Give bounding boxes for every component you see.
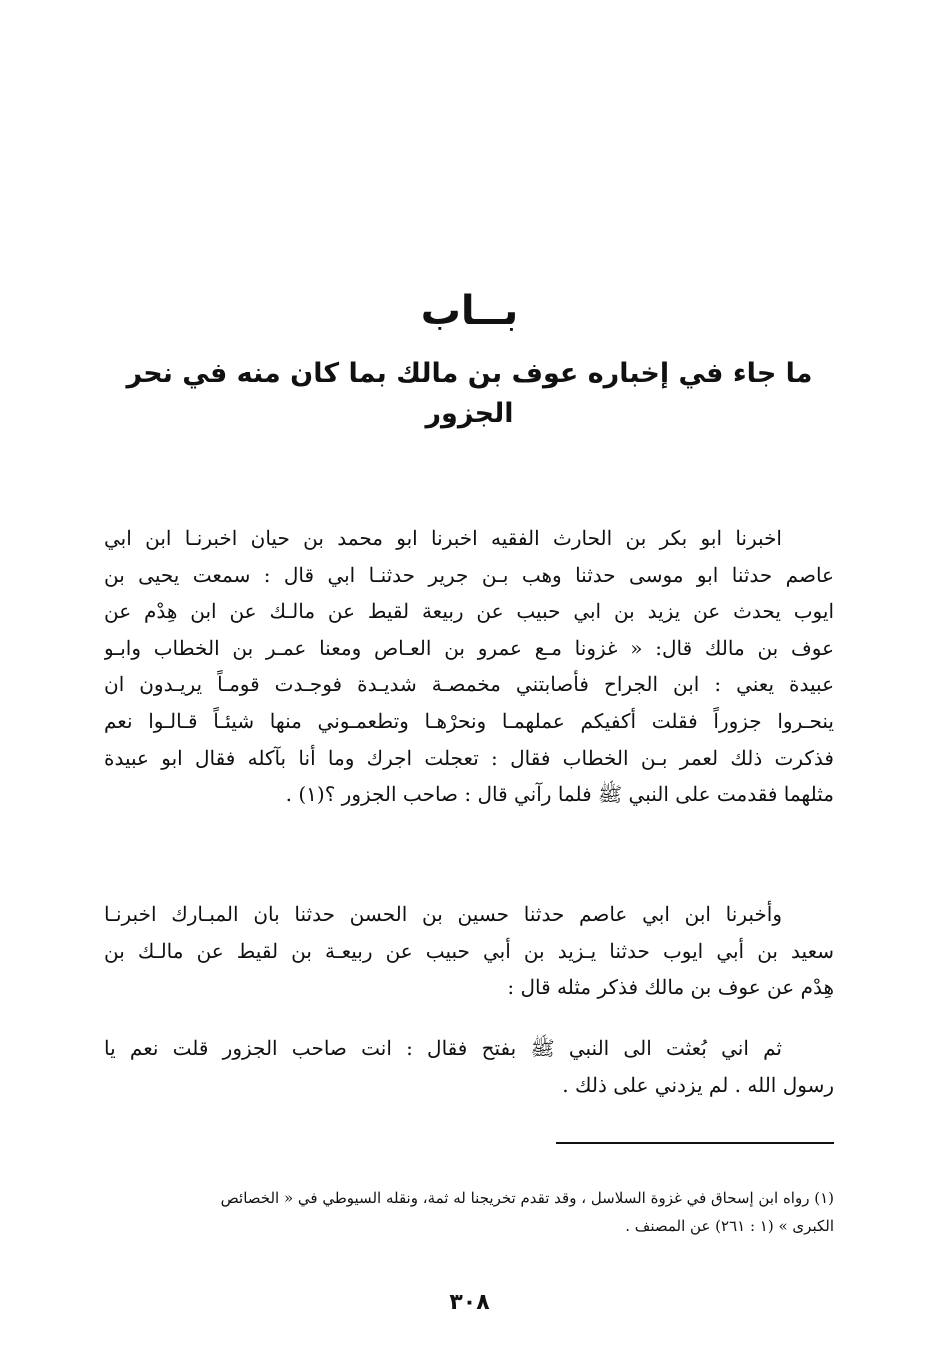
paragraph-3 bbox=[104, 1030, 834, 1103]
text-line: عوف بن مالك قال: « غزونا مـع عمرو بن العـاص ومعنا عمـر بن الخطاب وابـو bbox=[104, 635, 834, 660]
paragraph-1 bbox=[104, 520, 834, 813]
text-line: هِدْم عن عوف بن مالك فذكر مثله قال : bbox=[507, 975, 834, 1000]
paragraph-2 bbox=[104, 896, 834, 1006]
footnote-line: الكبرى » (١ : ٢٦١) عن المصنف . bbox=[625, 1217, 834, 1235]
text-line: ثم اني بُعثت الى النبي ﷺ بفتح فقال : انت صاحب الجزور قلت نعم يا bbox=[104, 1036, 782, 1060]
chapter-heading: بــاب bbox=[420, 288, 519, 334]
text-line: اخبرنا ابو بكر بن الحارث الفقيه اخبرنا ابو محمد بن حيان اخبرنـا ابن ابي bbox=[104, 526, 782, 550]
text-line: ايوب يحدث عن يزيد بن ابي حبيب عن ربيعة لقيط عن مالـك عن ابن هِدْم عن bbox=[104, 599, 834, 624]
footnote-line: (١) رواه ابن إسحاق في غزوة السلاسل ، وقد تقدم تخريجنا له ثمة، ونقله السيوطي في « الخصائص bbox=[220, 1189, 834, 1207]
text-line: وأخبرنا ابن ابي عاصم حدثنا حسين بن الحسن حدثنا بان المبـارك اخبرنـا bbox=[104, 902, 782, 926]
text-line: فذكرت ذلك لعمر بـن الخطاب فقال : تعجلت اجرك وما أنا بآكله فقال ابو عبيدة bbox=[104, 745, 834, 770]
footnote-separator bbox=[556, 1142, 834, 1144]
chapter-title: ما جاء في إخباره عوف بن مالك بما كان منه في نحر الجزور bbox=[126, 358, 813, 429]
text-line: رسول الله . لم يزدني على ذلك . bbox=[562, 1072, 834, 1097]
page-number: ٣٠٨ bbox=[449, 1290, 490, 1315]
text-line: مثلهما فقدمت على النبي ﷺ فلما رآني قال : صاحب الجزور ؟(١) . bbox=[285, 782, 834, 807]
text-line: سعيد بن أبي ايوب حدثنا يـزيد بن أبي حبيب عن ربيعـة بن لقيط عن مالـك بن bbox=[104, 938, 834, 963]
text-line: عاصم حدثنا ابو موسى حدثنا وهب بـن جرير حدثنـا ابي قال : سمعت يحيى بن bbox=[104, 562, 834, 587]
footnote bbox=[104, 1184, 834, 1240]
text-line: عبيدة يعني : ابن الجراح فأصابتني مخمصـة شديـدة فوجـدت قومـاً يريـدون ان bbox=[104, 672, 834, 697]
text-line: ينحـروا جزوراً فقلت أكفيكم عملهمـا ونحرْهـا وتطعمـوني منها شيئـاً قـالـوا نعم bbox=[104, 708, 834, 733]
